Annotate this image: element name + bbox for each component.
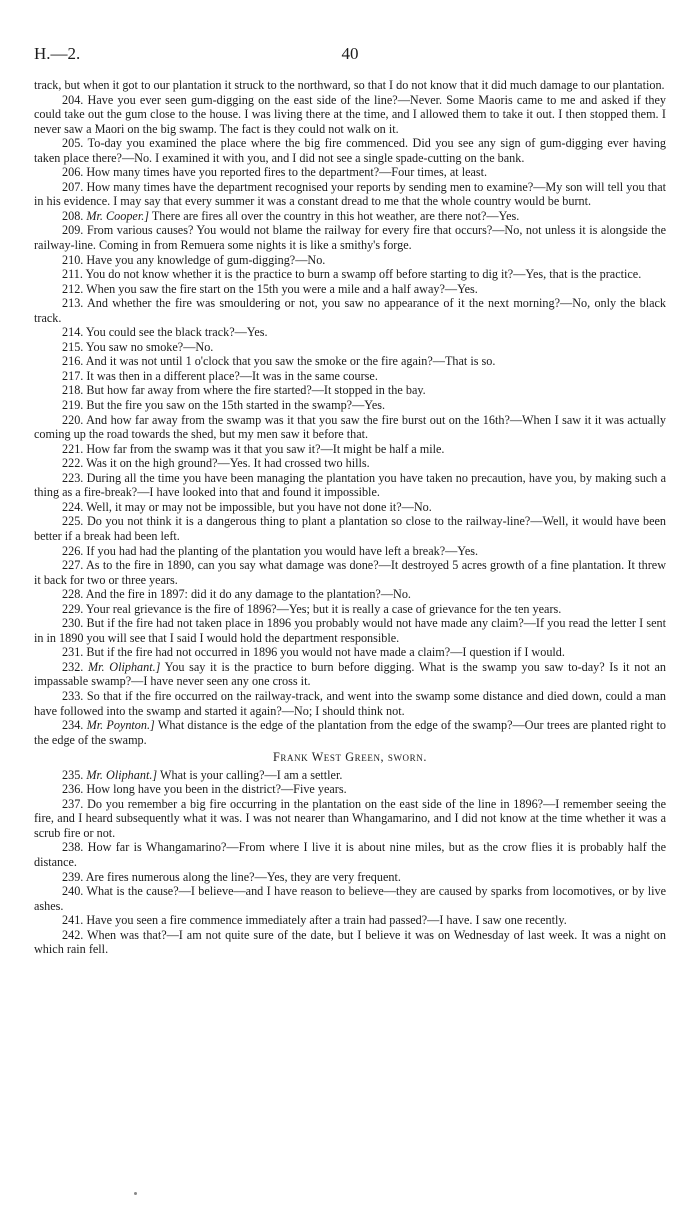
question-paragraph: 233. So that if the fire occurred on the railway-track, and went into the swamp some distance and died down, could a man have followed into the swamp and started it again?—No; I should think not. bbox=[34, 688, 666, 718]
question-number: 235. bbox=[62, 767, 84, 782]
question-paragraph bbox=[34, 209, 666, 224]
question-paragraph: 209. From various causes? You would not blame the railway for every fire that occurs?—No, not unless it is alongside the railway-line. Coming in from Remuera some nights it is like a smithy's forge. bbox=[34, 223, 666, 253]
question-text: You say it is the practice to burn before digging. What is the swamp you saw to-day? Is it not an impassable swamp?—I have never seen any one cross it. bbox=[34, 659, 667, 689]
question-paragraph: 222. Was it on the high ground?—Yes. It had crossed two hills. bbox=[62, 456, 370, 471]
question-paragraph: 241. Have you seen a fire commence immediately after a train had passed?—I have. I saw one recently. bbox=[62, 913, 567, 928]
evidence-text bbox=[34, 78, 666, 957]
question-paragraph: 215. You saw no smoke?—No. bbox=[62, 339, 214, 354]
question-text: What is your calling?—I am a settler. bbox=[159, 767, 343, 782]
question-paragraph bbox=[34, 718, 666, 747]
question-paragraph: 211. You do not know whether it is the practice to burn a swamp off before starting to dig it?—Yes, that is the practice. bbox=[62, 267, 642, 282]
speaker-label: Mr. Poynton.] bbox=[86, 718, 155, 733]
question-paragraph bbox=[34, 660, 666, 689]
speaker-label: Mr. Oliphant.] bbox=[88, 659, 161, 674]
question-paragraph: 221. How far from the swamp was it that you saw it?—It might be half a mile. bbox=[62, 441, 445, 456]
question-paragraph: 213. And whether the fire was smouldering or not, you saw no appearance of it the next morning?—No, only the black track. bbox=[34, 296, 666, 325]
speaker-label: Mr. Oliphant.] bbox=[86, 767, 158, 782]
question-paragraph: 205. To-day you examined the place where the big fire commenced. Did you see any sign of gum-digging ever having taken place there?—No. I examined it with you, and I did not see a single spade-cutting on the bank. bbox=[34, 136, 666, 165]
question-paragraph: 218. But how far away from where the fire started?—It stopped in the bay. bbox=[62, 383, 426, 398]
page-number: 40 bbox=[341, 44, 359, 63]
continued-paragraph: track, but when it got to our plantation it struck to the northward, so that I do not know that it did much damage to our plantation. bbox=[34, 78, 665, 92]
question-paragraph: 238. How far is Whangamarino?—From where I live it is about nine miles, but as the crow flies it is probably half the distance. bbox=[34, 840, 666, 869]
page-header bbox=[34, 44, 666, 68]
question-paragraph: 212. When you saw the fire start on the 15th you were a mile and a half away?—Yes. bbox=[62, 281, 478, 296]
witness-heading: Frank West Green, sworn. bbox=[273, 750, 427, 765]
question-paragraph: 240. What is the cause?—I believe—and I have reason to believe—they are caused by sparks from locomotives, or by live ashes. bbox=[34, 884, 666, 913]
question-paragraph: 206. How many times have you reported fires to the department?—Four times, at least. bbox=[62, 165, 488, 180]
question-paragraph: 239. Are fires numerous along the line?—Yes, they are very frequent. bbox=[62, 869, 401, 884]
document-reference: H.—2. bbox=[34, 44, 81, 63]
question-paragraph bbox=[34, 768, 666, 783]
question-paragraph: 227. As to the fire in 1890, can you say what damage was done?—It destroyed 5 acres growth of a fine plantation. It threw it back for two or three years. bbox=[34, 558, 666, 587]
question-paragraph: 230. But if the fire had not taken place in 1896 you probably would not have made any claim?—If you read the letter I sent in in 1890 you will see that I said I would hold the department responsible. bbox=[34, 616, 666, 645]
question-paragraph: 228. And the fire in 1897: did it do any damage to the plantation?—No. bbox=[62, 587, 411, 602]
question-paragraph: 229. Your real grievance is the fire of 1896?—Yes; but it is really a case of grievance for the ten years. bbox=[62, 601, 562, 616]
question-paragraph: 226. If you had had the planting of the plantation you would have left a break?—Yes. bbox=[62, 543, 479, 558]
question-paragraph: 207. How many times have the department recognised your reports by sending men to examine?—My son will tell you that in his evidence. I may say that every summer it was a constant dread to me that the whole country would be burnt. bbox=[34, 179, 666, 209]
question-paragraph: 204. Have you ever seen gum-digging on the east side of the line?—Never. Some Maoris came to me and asked if they could take out the gum close to the house. I was living there at the time, and I allowed them to take it out. I then stopped them. I never saw a Maori on the big swamp. The fact is they could not walk on it. bbox=[34, 92, 666, 136]
question-text: There are fires all over the country in this hot weather, are there not?—Yes. bbox=[151, 208, 520, 223]
question-number: 232. bbox=[62, 659, 84, 674]
question-paragraph: 217. It was then in a different place?—It was in the same course. bbox=[62, 368, 378, 383]
question-text: What distance is the edge of the plantation from the edge of the swamp?—Our trees are planted right to the edge of the swamp. bbox=[34, 718, 667, 747]
question-paragraph: 216. And it was not until 1 o'clock that you saw the smoke or the fire again?—That is so. bbox=[62, 354, 496, 369]
question-paragraph: 210. Have you any knowledge of gum-digging?—No. bbox=[62, 252, 326, 267]
question-paragraph: 231. But if the fire had not occurred in 1896 you would not have made a claim?—I question if I would. bbox=[62, 645, 565, 660]
speaker-label: Mr. Cooper.] bbox=[86, 208, 150, 223]
question-paragraph: 220. And how far away from the swamp was it that you saw the fire burst out on the 16th?—When I saw it it was actually coming up the road towards the shed, but my men saw it before that. bbox=[34, 412, 666, 442]
question-paragraph: 237. Do you remember a big fire occurring in the plantation on the east side of the line in 1896?—I remember seeing the fire, and I heard subsequently what it was. I was not nearer than Whangamarino, and I did not know at the time whether it was a scrub fire or not. bbox=[34, 796, 666, 840]
question-paragraph: 223. During all the time you have been managing the plantation you have taken no precaution, have you, by making such a thing as a fire-break?—I have looked into that and found it impossible. bbox=[34, 470, 666, 500]
question-paragraph: 219. But the fire you saw on the 15th started in the swamp?—Yes. bbox=[62, 398, 386, 413]
question-paragraph: 236. How long have you been in the district?—Five years. bbox=[62, 782, 347, 797]
question-paragraph: 225. Do you not think it is a dangerous thing to plant a plantation so close to the railway-line?—Well, it would have been better if a break had been left. bbox=[34, 514, 666, 543]
question-paragraph: 224. Well, it may or may not be impossible, but you have not done it?—No. bbox=[62, 499, 432, 514]
question-number: 234. bbox=[62, 718, 84, 733]
question-paragraph: 242. When was that?—I am not quite sure of the date, but I believe it was on Wednesday of last week. It was a night on which rain fell. bbox=[34, 927, 666, 957]
scan-speck bbox=[134, 1192, 137, 1195]
question-number: 208. bbox=[62, 208, 84, 223]
question-paragraph: 214. You could see the black track?—Yes. bbox=[62, 325, 268, 340]
